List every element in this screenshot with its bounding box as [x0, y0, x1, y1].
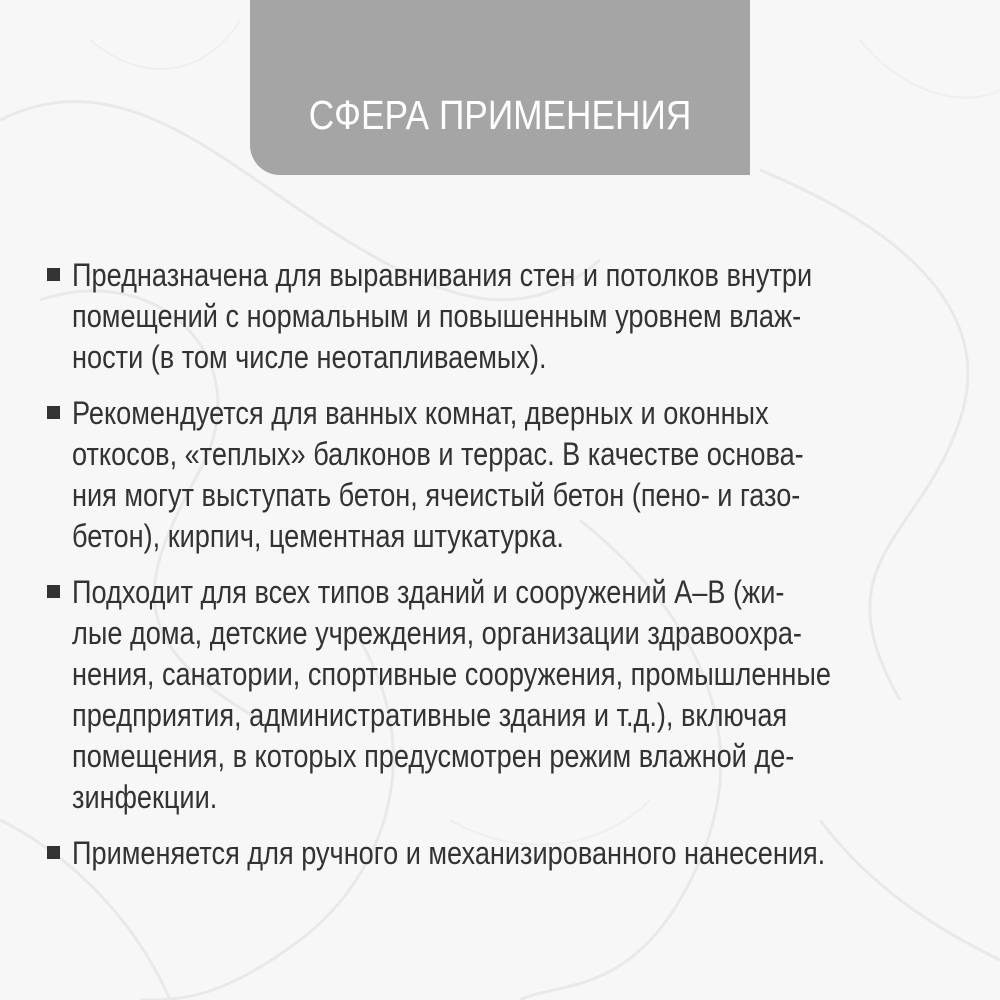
square-bullet-icon [47, 585, 60, 598]
bullet-list [45, 255, 975, 889]
list-item-text: Применяется для ручного и механизированного нанесения. [72, 835, 826, 871]
list-item [45, 833, 975, 874]
square-bullet-icon [47, 268, 60, 281]
page-title: СФЕРА ПРИМЕНЕНИЯ [308, 92, 692, 138]
list-item [45, 393, 975, 557]
header-tab [250, 0, 750, 175]
list-item [45, 572, 975, 818]
list-item-text: Подходит для всех типов зданий и сооружений А–В (жи- лые дома, детские учреждения, организации здравоохра- нения, санатории, спортивные сооружения, промышленные предприятия, административные здания и т.д.), включая помещения, в которых предусмотрен режим влажной де- зинфекции. [72, 574, 831, 815]
square-bullet-icon [47, 406, 60, 419]
square-bullet-icon [47, 846, 60, 859]
list-item-text: Предназначена для выравнивания стен и потолков внутри помещений с нормальным и повышенным уровнем влаж- ности (в том числе неотапливаемых). [72, 257, 813, 375]
list-item [45, 255, 975, 378]
list-item-text: Рекомендуется для ванных комнат, дверных и оконных откосов, «теплых» балконов и террас. В качестве основа- ния могут выступать бетон, ячеистый бетон (пено- и газо- бетон), кирпич, цементная штукатурка. [72, 395, 804, 554]
